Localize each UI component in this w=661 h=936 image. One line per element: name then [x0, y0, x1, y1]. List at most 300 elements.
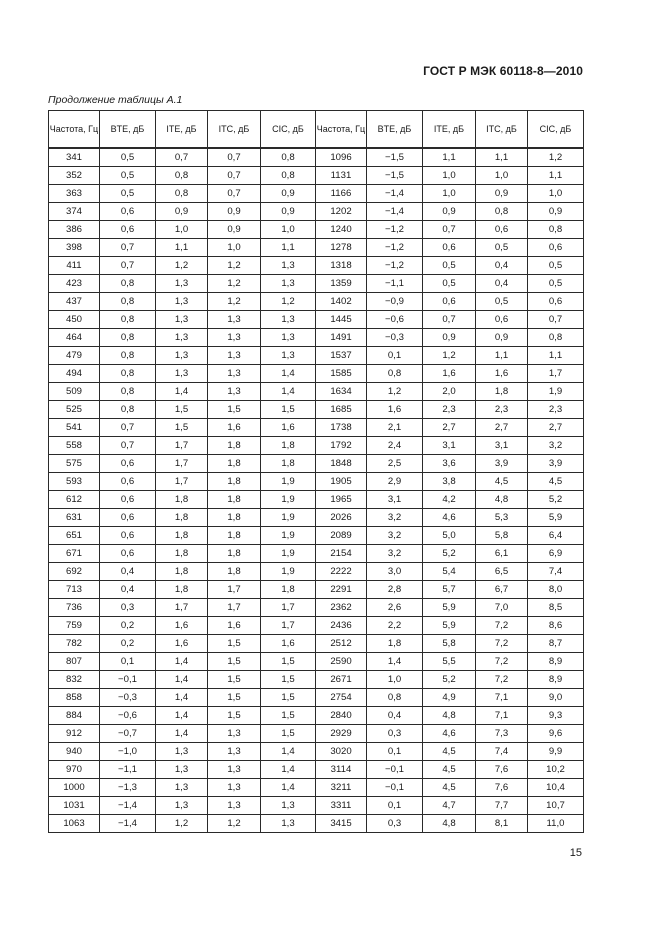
cell-ite: 1,0 — [423, 185, 476, 203]
cell-bte: −0,1 — [367, 761, 423, 779]
cell-frequency: 3114 — [316, 761, 367, 779]
table-row — [49, 419, 584, 437]
cell-bte: 0,4 — [100, 581, 156, 599]
cell-bte: 2,2 — [367, 617, 423, 635]
table-row — [49, 239, 584, 257]
cell-itc: 1,5 — [208, 707, 261, 725]
cell-frequency: 2671 — [316, 671, 367, 689]
cell-frequency: 2754 — [316, 689, 367, 707]
cell-itc: 1,3 — [208, 743, 261, 761]
cell-cic: 1,5 — [261, 689, 316, 707]
cell-cic: 1,8 — [261, 581, 316, 599]
cell-bte: −0,1 — [367, 779, 423, 797]
column-header-frequency: Частота, Гц — [49, 111, 100, 149]
cell-itc: 1,8 — [208, 491, 261, 509]
column-header-ite: ITE, дБ — [423, 111, 476, 149]
cell-cic: 1,3 — [261, 797, 316, 815]
cell-ite: 0,5 — [423, 257, 476, 275]
cell-cic: 6,9 — [528, 545, 584, 563]
table-row — [49, 329, 584, 347]
cell-itc: 7,1 — [476, 689, 528, 707]
cell-frequency: 713 — [49, 581, 100, 599]
table-row — [49, 509, 584, 527]
cell-itc: 1,3 — [208, 761, 261, 779]
cell-ite: 1,3 — [156, 761, 208, 779]
cell-itc: 1,8 — [208, 563, 261, 581]
cell-ite: 0,7 — [423, 221, 476, 239]
cell-frequency: 782 — [49, 635, 100, 653]
cell-bte: −1,2 — [367, 239, 423, 257]
cell-bte: 0,3 — [100, 599, 156, 617]
table-row — [49, 473, 584, 491]
cell-frequency: 398 — [49, 239, 100, 257]
cell-ite: 1,3 — [156, 329, 208, 347]
cell-ite: 1,4 — [156, 383, 208, 401]
cell-cic: 10,2 — [528, 761, 584, 779]
cell-cic: 0,8 — [528, 329, 584, 347]
cell-cic: 1,0 — [528, 185, 584, 203]
table-row — [49, 185, 584, 203]
cell-ite: 5,7 — [423, 581, 476, 599]
cell-ite: 1,4 — [156, 707, 208, 725]
cell-itc: 2,3 — [476, 401, 528, 419]
cell-frequency: 940 — [49, 743, 100, 761]
column-header-ite: ITE, дБ — [156, 111, 208, 149]
cell-ite: 1,4 — [156, 689, 208, 707]
cell-cic: 1,4 — [261, 761, 316, 779]
cell-frequency: 671 — [49, 545, 100, 563]
cell-itc: 1,3 — [208, 311, 261, 329]
cell-ite: 1,2 — [156, 815, 208, 833]
cell-cic: 1,7 — [261, 617, 316, 635]
cell-frequency: 1000 — [49, 779, 100, 797]
cell-ite: 2,3 — [423, 401, 476, 419]
cell-ite: 1,2 — [156, 257, 208, 275]
cell-cic: 1,7 — [528, 365, 584, 383]
cell-cic: 0,5 — [528, 257, 584, 275]
cell-cic: 1,4 — [261, 743, 316, 761]
cell-ite: 3,6 — [423, 455, 476, 473]
cell-itc: 1,8 — [208, 473, 261, 491]
cell-cic: 1,9 — [261, 563, 316, 581]
cell-itc: 1,5 — [208, 401, 261, 419]
cell-frequency: 1634 — [316, 383, 367, 401]
cell-cic: 1,3 — [261, 329, 316, 347]
cell-ite: 3,8 — [423, 473, 476, 491]
table-row — [49, 581, 584, 599]
cell-ite: 0,7 — [156, 148, 208, 167]
cell-cic: 1,2 — [528, 148, 584, 167]
cell-cic: 1,9 — [261, 545, 316, 563]
table-row — [49, 275, 584, 293]
cell-itc: 1,0 — [476, 167, 528, 185]
cell-itc: 1,1 — [476, 148, 528, 167]
cell-itc: 6,5 — [476, 563, 528, 581]
cell-itc: 5,3 — [476, 509, 528, 527]
cell-bte: 0,7 — [100, 419, 156, 437]
table-row — [49, 545, 584, 563]
cell-ite: 5,0 — [423, 527, 476, 545]
cell-itc: 0,4 — [476, 257, 528, 275]
cell-ite: 1,7 — [156, 455, 208, 473]
cell-bte: −1,0 — [100, 743, 156, 761]
cell-frequency: 736 — [49, 599, 100, 617]
table-row — [49, 779, 584, 797]
cell-cic: 0,9 — [528, 203, 584, 221]
cell-cic: 8,0 — [528, 581, 584, 599]
cell-bte: 2,8 — [367, 581, 423, 599]
cell-ite: 1,6 — [156, 635, 208, 653]
cell-ite: 0,8 — [156, 167, 208, 185]
cell-cic: 1,8 — [261, 437, 316, 455]
table-row — [49, 401, 584, 419]
cell-cic: 7,4 — [528, 563, 584, 581]
cell-cic: 1,6 — [261, 419, 316, 437]
cell-cic: 5,2 — [528, 491, 584, 509]
cell-itc: 7,1 — [476, 707, 528, 725]
cell-cic: 0,7 — [528, 311, 584, 329]
cell-bte: −1,1 — [367, 275, 423, 293]
cell-itc: 7,4 — [476, 743, 528, 761]
table-row — [49, 347, 584, 365]
cell-bte: 0,1 — [367, 743, 423, 761]
cell-cic: 8,6 — [528, 617, 584, 635]
cell-itc: 7,2 — [476, 617, 528, 635]
cell-frequency: 363 — [49, 185, 100, 203]
cell-frequency: 1202 — [316, 203, 367, 221]
cell-cic: 1,5 — [261, 725, 316, 743]
cell-ite: 5,4 — [423, 563, 476, 581]
cell-cic: 1,1 — [528, 347, 584, 365]
cell-bte: −1,4 — [100, 797, 156, 815]
cell-bte: 3,1 — [367, 491, 423, 509]
cell-itc: 7,0 — [476, 599, 528, 617]
table-row — [49, 599, 584, 617]
cell-itc: 6,7 — [476, 581, 528, 599]
cell-ite: 5,9 — [423, 599, 476, 617]
cell-bte: 0,5 — [100, 185, 156, 203]
cell-frequency: 464 — [49, 329, 100, 347]
cell-cic: 0,8 — [261, 148, 316, 167]
cell-itc: 5,8 — [476, 527, 528, 545]
cell-ite: 0,6 — [423, 293, 476, 311]
cell-bte: 0,6 — [100, 545, 156, 563]
cell-frequency: 2222 — [316, 563, 367, 581]
cell-bte: −0,3 — [367, 329, 423, 347]
cell-frequency: 858 — [49, 689, 100, 707]
cell-cic: 1,3 — [261, 347, 316, 365]
cell-ite: 1,7 — [156, 473, 208, 491]
cell-cic: 1,0 — [261, 221, 316, 239]
cell-frequency: 1585 — [316, 365, 367, 383]
table-row — [49, 311, 584, 329]
cell-cic: 1,6 — [261, 635, 316, 653]
cell-frequency: 807 — [49, 653, 100, 671]
cell-frequency: 525 — [49, 401, 100, 419]
cell-frequency: 494 — [49, 365, 100, 383]
cell-frequency: 612 — [49, 491, 100, 509]
cell-ite: 4,8 — [423, 707, 476, 725]
cell-bte: 0,6 — [100, 509, 156, 527]
cell-itc: 0,9 — [476, 185, 528, 203]
cell-ite: 1,8 — [156, 509, 208, 527]
table-row — [49, 761, 584, 779]
cell-itc: 1,5 — [208, 671, 261, 689]
table-row — [49, 221, 584, 239]
cell-itc: 1,8 — [208, 437, 261, 455]
cell-bte: 1,6 — [367, 401, 423, 419]
table-row — [49, 203, 584, 221]
table-row — [49, 257, 584, 275]
cell-cic: 1,9 — [261, 491, 316, 509]
cell-frequency: 423 — [49, 275, 100, 293]
cell-itc: 3,9 — [476, 455, 528, 473]
cell-frequency: 479 — [49, 347, 100, 365]
table-row — [49, 455, 584, 473]
cell-cic: 2,7 — [528, 419, 584, 437]
cell-itc: 1,0 — [208, 239, 261, 257]
table-row — [49, 293, 584, 311]
cell-frequency: 352 — [49, 167, 100, 185]
cell-cic: 0,8 — [261, 167, 316, 185]
cell-bte: 2,5 — [367, 455, 423, 473]
cell-frequency: 1685 — [316, 401, 367, 419]
cell-cic: 1,5 — [261, 401, 316, 419]
cell-cic: 1,1 — [528, 167, 584, 185]
cell-frequency: 631 — [49, 509, 100, 527]
cell-frequency: 3415 — [316, 815, 367, 833]
cell-itc: 1,5 — [208, 653, 261, 671]
cell-cic: 9,9 — [528, 743, 584, 761]
cell-cic: 8,5 — [528, 599, 584, 617]
cell-cic: 5,9 — [528, 509, 584, 527]
table-row — [49, 437, 584, 455]
table-row — [49, 383, 584, 401]
cell-ite: 4,5 — [423, 743, 476, 761]
cell-ite: 0,5 — [423, 275, 476, 293]
cell-cic: 1,3 — [261, 275, 316, 293]
table-row — [49, 689, 584, 707]
cell-frequency: 970 — [49, 761, 100, 779]
table-row — [49, 167, 584, 185]
cell-bte: −0,3 — [100, 689, 156, 707]
cell-bte: 0,8 — [100, 329, 156, 347]
cell-frequency: 1792 — [316, 437, 367, 455]
cell-itc: 1,2 — [208, 257, 261, 275]
cell-itc: 1,6 — [208, 617, 261, 635]
cell-itc: 1,8 — [208, 509, 261, 527]
cell-cic: 0,6 — [528, 239, 584, 257]
cell-bte: 0,8 — [100, 347, 156, 365]
cell-itc: 0,9 — [208, 221, 261, 239]
cell-cic: 9,3 — [528, 707, 584, 725]
cell-ite: 4,5 — [423, 779, 476, 797]
cell-itc: 1,8 — [208, 545, 261, 563]
cell-ite: 1,3 — [156, 275, 208, 293]
cell-cic: 8,9 — [528, 671, 584, 689]
cell-frequency: 2026 — [316, 509, 367, 527]
cell-itc: 6,1 — [476, 545, 528, 563]
table-caption: Продолжение таблицы А.1 — [48, 94, 183, 106]
cell-cic: 1,9 — [528, 383, 584, 401]
cell-frequency: 1096 — [316, 148, 367, 167]
cell-itc: 1,6 — [208, 419, 261, 437]
cell-bte: 0,4 — [100, 563, 156, 581]
cell-itc: 1,1 — [476, 347, 528, 365]
cell-itc: 4,8 — [476, 491, 528, 509]
table-row — [49, 365, 584, 383]
cell-frequency: 1166 — [316, 185, 367, 203]
cell-itc: 0,5 — [476, 239, 528, 257]
cell-itc: 7,2 — [476, 635, 528, 653]
cell-itc: 1,5 — [208, 689, 261, 707]
cell-itc: 0,8 — [476, 203, 528, 221]
cell-bte: −1,5 — [367, 148, 423, 167]
cell-itc: 0,6 — [476, 311, 528, 329]
cell-bte: −0,6 — [100, 707, 156, 725]
cell-bte: 3,2 — [367, 509, 423, 527]
cell-cic: 4,5 — [528, 473, 584, 491]
table-row — [49, 148, 584, 167]
cell-ite: 4,8 — [423, 815, 476, 833]
cell-frequency: 341 — [49, 148, 100, 167]
column-header-itc: ITC, дБ — [208, 111, 261, 149]
cell-bte: 2,1 — [367, 419, 423, 437]
table-row — [49, 563, 584, 581]
cell-bte: 2,4 — [367, 437, 423, 455]
cell-itc: 0,7 — [208, 148, 261, 167]
cell-ite: 1,0 — [156, 221, 208, 239]
cell-bte: −1,1 — [100, 761, 156, 779]
cell-ite: 2,0 — [423, 383, 476, 401]
cell-frequency: 3211 — [316, 779, 367, 797]
cell-bte: 0,5 — [100, 167, 156, 185]
cell-ite: 5,2 — [423, 671, 476, 689]
cell-ite: 1,8 — [156, 527, 208, 545]
cell-itc: 1,2 — [208, 293, 261, 311]
cell-frequency: 3020 — [316, 743, 367, 761]
cell-itc: 1,2 — [208, 275, 261, 293]
cell-itc: 1,3 — [208, 725, 261, 743]
cell-bte: 3,0 — [367, 563, 423, 581]
column-header-bte: BTE, дБ — [100, 111, 156, 149]
cell-frequency: 575 — [49, 455, 100, 473]
cell-ite: 0,8 — [156, 185, 208, 203]
cell-bte: 1,2 — [367, 383, 423, 401]
cell-ite: 1,8 — [156, 563, 208, 581]
cell-itc: 1,3 — [208, 797, 261, 815]
cell-itc: 1,3 — [208, 779, 261, 797]
cell-bte: 0,7 — [100, 437, 156, 455]
document-header: ГОСТ Р МЭК 60118-8—2010 — [423, 64, 583, 78]
cell-ite: 1,4 — [156, 725, 208, 743]
cell-frequency: 1063 — [49, 815, 100, 833]
cell-frequency: 1031 — [49, 797, 100, 815]
cell-frequency: 1848 — [316, 455, 367, 473]
cell-cic: 1,9 — [261, 473, 316, 491]
cell-frequency: 3311 — [316, 797, 367, 815]
cell-frequency: 2929 — [316, 725, 367, 743]
cell-itc: 0,7 — [208, 167, 261, 185]
cell-cic: 1,5 — [261, 671, 316, 689]
cell-bte: 2,9 — [367, 473, 423, 491]
column-header-frequency: Частота, Гц — [316, 111, 367, 149]
cell-cic: 9,0 — [528, 689, 584, 707]
cell-cic: 9,6 — [528, 725, 584, 743]
cell-bte: −1,4 — [367, 185, 423, 203]
cell-frequency: 1738 — [316, 419, 367, 437]
cell-bte: −1,2 — [367, 257, 423, 275]
cell-ite: 1,3 — [156, 779, 208, 797]
cell-bte: 0,6 — [100, 455, 156, 473]
cell-frequency: 2362 — [316, 599, 367, 617]
cell-cic: 1,8 — [261, 455, 316, 473]
cell-frequency: 832 — [49, 671, 100, 689]
cell-frequency: 593 — [49, 473, 100, 491]
cell-bte: 0,6 — [100, 527, 156, 545]
cell-cic: 0,8 — [528, 221, 584, 239]
cell-bte: 0,2 — [100, 635, 156, 653]
cell-ite: 1,3 — [156, 743, 208, 761]
cell-cic: 1,4 — [261, 779, 316, 797]
cell-bte: 0,8 — [100, 311, 156, 329]
cell-ite: 4,6 — [423, 725, 476, 743]
cell-ite: 1,2 — [423, 347, 476, 365]
cell-itc: 1,7 — [208, 599, 261, 617]
cell-frequency: 884 — [49, 707, 100, 725]
cell-bte: 1,0 — [367, 671, 423, 689]
cell-ite: 0,9 — [423, 203, 476, 221]
cell-frequency: 411 — [49, 257, 100, 275]
cell-cic: 1,3 — [261, 311, 316, 329]
cell-itc: 0,6 — [476, 221, 528, 239]
table-row — [49, 617, 584, 635]
cell-ite: 1,3 — [156, 293, 208, 311]
cell-cic: 1,4 — [261, 383, 316, 401]
cell-bte: 0,3 — [367, 815, 423, 833]
cell-itc: 1,3 — [208, 383, 261, 401]
cell-frequency: 1402 — [316, 293, 367, 311]
cell-ite: 1,1 — [156, 239, 208, 257]
cell-bte: 0,7 — [100, 239, 156, 257]
cell-cic: 11,0 — [528, 815, 584, 833]
cell-itc: 1,2 — [208, 815, 261, 833]
cell-ite: 5,5 — [423, 653, 476, 671]
cell-bte: 0,8 — [100, 275, 156, 293]
cell-frequency: 1445 — [316, 311, 367, 329]
cell-itc: 1,3 — [208, 347, 261, 365]
cell-itc: 0,4 — [476, 275, 528, 293]
table-row — [49, 635, 584, 653]
cell-cic: 10,7 — [528, 797, 584, 815]
cell-ite: 1,3 — [156, 365, 208, 383]
cell-frequency: 2154 — [316, 545, 367, 563]
cell-frequency: 759 — [49, 617, 100, 635]
cell-frequency: 1278 — [316, 239, 367, 257]
cell-itc: 1,8 — [208, 455, 261, 473]
cell-cic: 8,9 — [528, 653, 584, 671]
cell-bte: 3,2 — [367, 545, 423, 563]
cell-ite: 1,5 — [156, 419, 208, 437]
cell-itc: 7,7 — [476, 797, 528, 815]
cell-frequency: 2840 — [316, 707, 367, 725]
cell-ite: 1,5 — [156, 401, 208, 419]
cell-cic: 10,4 — [528, 779, 584, 797]
cell-frequency: 558 — [49, 437, 100, 455]
cell-bte: −0,7 — [100, 725, 156, 743]
cell-frequency: 386 — [49, 221, 100, 239]
cell-cic: 1,2 — [261, 293, 316, 311]
